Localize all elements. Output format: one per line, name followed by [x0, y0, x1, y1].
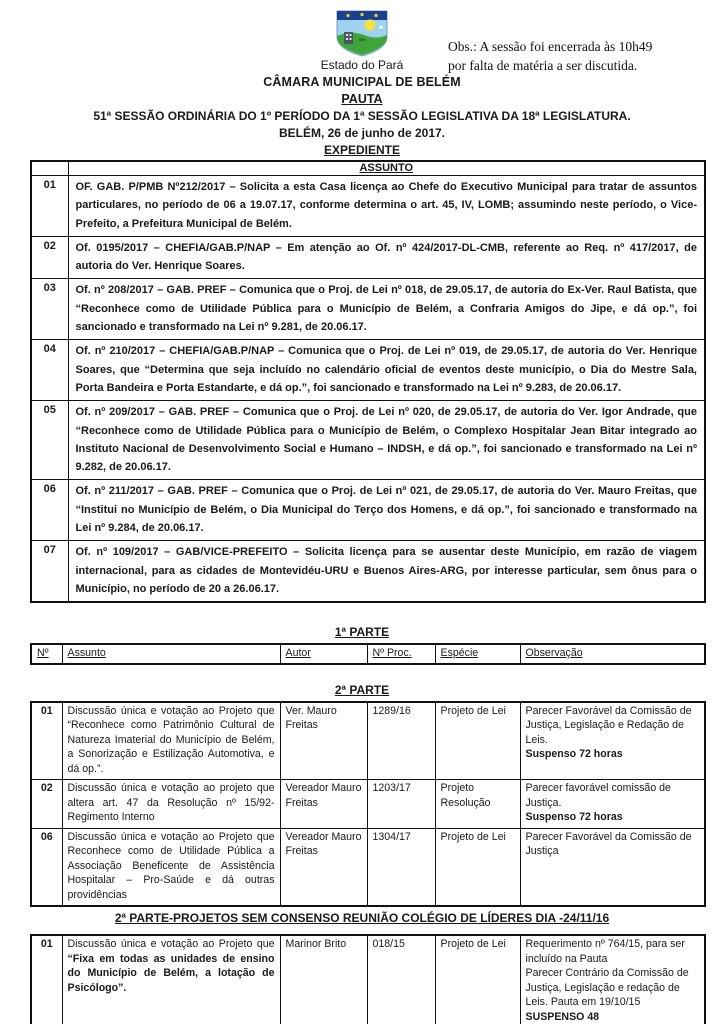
observacao-parecer: Parecer Contrário da Comissão de Justiça, Legislação e redação de Leis. Pauta em 19/10/15: [525, 967, 689, 1009]
assunto-quoted-title: “Fixa em todas as unidades de ensino do Município de Belém, a lotação de Psicólogo”.: [67, 952, 275, 994]
row-subject: Of. nº 211/2017 – GAB. PREF – Comunica que o Proj. de Lei nº 021, de 29.05.17, de autoria do Ver. Mauro Freitas, que “Institui no Município de Belém, o Dia Municipal do Terço dos Homens, e dá op.”, foi sancionado e transformado na Lei nº 9.284, de 20.06.17.: [68, 480, 705, 541]
row-assunto: Discussão única e votação ao projeto que altera art. 47 da Resolução nº 15/92-Regimento Interno: [62, 780, 280, 829]
row-subject: Of. nº 210/2017 – CHEFIA/GAB.P/NAP – Comunica que o Proj. de Lei nº 019, de 29.05.17, de autoria do Ver. Henrique Soares, que “Determina que seja incluído no calendário oficial de eventos deste município, o Dia do Mestre Sala, Porta Bandeira e Porta Estandarte, e dá op.”, foi sancionado e transformado na Lei nº 9.283, de 20.06.17.: [68, 340, 705, 401]
col-header-autor: Autor: [280, 644, 367, 664]
observacao-status: SUSPENSO 48: [525, 1010, 600, 1023]
col-header-observacao: Observação: [520, 644, 705, 664]
row-especie: Projeto de Lei: [435, 935, 520, 1024]
expediente-row: [31, 480, 705, 541]
row-proc: 1304/17: [367, 828, 435, 906]
row-number: 05: [31, 401, 68, 480]
session-closed-note: [448, 38, 712, 75]
row-number: 03: [31, 279, 68, 340]
assunto-text: Discussão única e votação ao Projeto que: [67, 938, 275, 951]
place-date: BELÉM, 26 de junho de 2017.: [278, 126, 446, 140]
row-especie: Projeto de Lei: [435, 828, 520, 906]
row-autor: Vereador Mauro Freitas: [280, 780, 367, 829]
row-observacao: [520, 828, 705, 906]
col-header-proc: Nº Proc.: [367, 644, 435, 664]
observacao-text: Parecer favorável comissão de Justiça.: [525, 782, 671, 809]
row-subject: OF. GAB. P/PMB Nº212/2017 – Solicita a esta Casa licença ao Chefe do Executivo Municipal para tratar de assuntos particulares, no período de 06 a 19.07.17, conforme determina o art. 45, IV, LOMB; assumindo neste período, o Vice-Prefeito, a Prefeitura Municipal de Belém.: [68, 176, 705, 237]
expediente-section-title: EXPEDIENTE: [323, 143, 401, 157]
row-subject: Of. nº 208/2017 – GAB. PREF – Comunica que o Proj. de Lei nº 018, de 29.05.17, de autoria do Ex-Ver. Raul Batista, que “Reconhece como de Utilidade Pública para o Município de Belém, a Confraria Amigos do Jipe, e dá op.”, foi sancionado e transformado na Lei nº 9.281, de 20.06.17.: [68, 279, 705, 340]
expediente-header-row: [31, 161, 705, 176]
row-assunto: Discussão única e votação ao Projeto que Reconhece como de Utilidade Pública a Associação Beneficente de Assistência Hospitalar – Pro-Saúde e dá outras providências: [62, 828, 280, 906]
row-assunto: [62, 935, 280, 1024]
row-subject: Of. nº 209/2017 – GAB. PREF – Comunica que o Proj. de Lei nº 020, de 29.05.17, de autoria do Ver. Igor Andrade, que “Reconhece como de Utilidade Pública para o Município de Belém, o Complexo Hospitalar Jean Bitar integrado ao Instituto Nacional de Desenvolvimento Social e Humano – INDSH, e dá op.”, foi sancionado e transformado na Lei nº 9.282, de 20.06.17.: [68, 401, 705, 480]
row-subject: Of. 0195/2017 – CHEFIA/GAB.P/NAP – Em atenção ao Of. nº 424/2017-DL-CMB, referente ao Req. nº 417/2017, de autoria do Ver. Henrique Soares.: [68, 236, 705, 279]
expediente-row: [31, 176, 705, 237]
expediente-row: [31, 541, 705, 602]
expediente-row: [31, 236, 705, 279]
row-assunto: Discussão única e votação ao Projeto que “Reconhece como Patrimônio Cultural de Natureza Imaterial do Município de Belém, a Sonorização e Estilização Automotiva, e dá op.”.: [62, 702, 280, 780]
empty-header-cell: [31, 161, 68, 176]
row-autor: Vereador Mauro Freitas: [280, 828, 367, 906]
observacao-status: Suspenso 72 horas: [525, 811, 623, 824]
row-subject: Of. nº 109/2017 – GAB/VICE-PREFEITO – Solicita licença para se ausentar deste Município, em razão de viagem internacional, para as cidades de Montevidéu-URU e Buenos Aires-ARG, por interesse particular, sem ônus para o Município, no período de 20 a 26.06.17.: [68, 541, 705, 602]
expediente-table: [30, 160, 706, 603]
row-number: 02: [31, 780, 62, 829]
expediente-row: [31, 340, 705, 401]
expediente-row: [31, 279, 705, 340]
row-number: 01: [31, 176, 68, 237]
row-observacao: [520, 780, 705, 829]
organization-title: CÂMARA MUNICIPAL DE BELÉM: [263, 75, 461, 89]
col-header-num: Nº: [31, 644, 62, 664]
note-line-2: por falta de matéria a ser discutida.: [448, 57, 638, 73]
document-type-title: PAUTA: [341, 92, 383, 106]
row-number: 04: [31, 340, 68, 401]
note-line-1: Obs.: A sessão foi encerrada às 10h49: [448, 39, 653, 54]
parte2-row: [31, 702, 705, 780]
letterhead: [0, 10, 724, 157]
assunto-header-label: ASSUNTO: [359, 162, 414, 174]
expediente-row: [31, 401, 705, 480]
assunto-column-header: [68, 161, 705, 176]
parte2b-title: 2ª PARTE-PROJETOS SEM CONSENSO REUNIÃO COLÉGIO DE LÍDERES DIA -24/11/16: [114, 911, 610, 926]
row-especie: Projeto de Lei: [435, 702, 520, 780]
col-header-assunto: Assunto: [62, 644, 280, 664]
row-autor: Marinor Brito: [280, 935, 367, 1024]
parte2b-row: [31, 935, 705, 1024]
row-autor: Ver. Mauro Freitas: [280, 702, 367, 780]
row-observacao: [520, 935, 705, 1024]
observacao-text: Parecer Favorável da Comissão de Justiça, Legislação e Redação de Leis.: [525, 704, 692, 746]
row-number: 01: [31, 702, 62, 780]
row-number: 06: [31, 480, 68, 541]
parte2-table: [30, 701, 706, 908]
row-especie: Projeto Resolução: [435, 780, 520, 829]
parte1-title: 1ª PARTE: [334, 625, 390, 640]
session-title: 51ª SESSÃO ORDINÁRIA DO 1º PERÍODO DA 1ª SESSÃO LEGISLATIVA DA 18ª LEGISLATURA.: [93, 109, 631, 123]
row-number: 02: [31, 236, 68, 279]
parte2-row: [31, 780, 705, 829]
observacao-requerimento: Requerimento nº 764/15, para ser incluído na Pauta: [525, 938, 685, 965]
coat-of-arms-icon: [336, 10, 388, 57]
parte1-table: [30, 643, 706, 665]
parte1-header-row: [31, 644, 705, 664]
parte2-row: [31, 828, 705, 906]
row-observacao: [520, 702, 705, 780]
observacao-status: Suspenso 72 horas: [525, 748, 623, 761]
row-number: 07: [31, 541, 68, 602]
row-proc: 1203/17: [367, 780, 435, 829]
col-header-especie: Espécie: [435, 644, 520, 664]
row-proc: 1289/16: [367, 702, 435, 780]
observacao-text: Parecer Favorável da Comissão de Justiça: [525, 830, 692, 858]
parte2b-table: [30, 934, 706, 1024]
row-proc: 018/15: [367, 935, 435, 1024]
state-label: Estado do Pará: [320, 58, 404, 72]
row-number: 01: [31, 935, 62, 1024]
parte2-title: 2ª PARTE: [334, 682, 390, 697]
row-number: 06: [31, 828, 62, 906]
